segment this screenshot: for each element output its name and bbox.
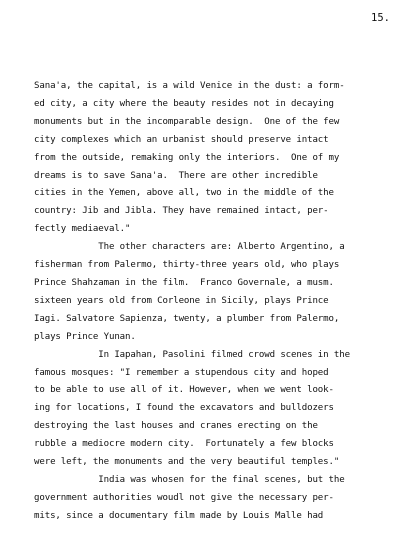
text-line: monuments but in the incomparable design. One of the few: [34, 116, 340, 127]
text-line: cities in the Yemen, above all, two in the middle of the: [34, 188, 334, 199]
text-line: ed city, a city where the beauty resides not in decaying: [34, 98, 334, 109]
text-line: In Iapahan, Pasolini filmed crowd scenes in the: [34, 349, 350, 360]
text-line: ing for locations, I found the excavators and bulldozers: [34, 403, 334, 414]
body-text: [34, 78, 404, 526]
text-line: plays Prince Yunan.: [34, 331, 136, 342]
text-line: government authorities woudl not give the necessary per-: [34, 492, 334, 503]
text-line: to be able to use all of it. However, when we went look-: [34, 385, 334, 396]
text-line: mits, since a documentary film made by Louis Malle had: [34, 510, 324, 521]
text-line: The other characters are: Alberto Argentino, a: [34, 242, 345, 253]
text-line: Prince Shahzaman in the film. Franco Governale, a musm.: [34, 277, 334, 288]
text-line: Sana'a, the capital, is a wild Venice in the dust: a form-: [34, 81, 345, 91]
text-line: fectly mediaeval.": [34, 224, 131, 235]
text-line: dreams is to save Sana'a. There are other incredible: [34, 170, 318, 181]
text-line: rubble a mediocre modern city. Fortunately a few blocks: [34, 439, 334, 450]
text-line: city complexes which an urbanist should preserve intact: [34, 134, 329, 145]
text-line: sixteen years old from Corleone in Sicily, plays Prince: [34, 295, 329, 306]
text-line: country: Jib and Jibla. They have remained intact, per-: [34, 206, 329, 217]
text-line: fisherman from Palermo, thirty-three years old, who plays: [34, 260, 340, 271]
text-line: famous mosques: "I remember a stupendous city and hoped: [34, 367, 329, 378]
text-line: India was whosen for the final scenes, but the: [34, 474, 345, 485]
text-line: destroying the last houses and cranes erecting on the: [34, 421, 318, 432]
page-number: 15.: [371, 12, 390, 24]
text-line: from the outside, remaking only the interiors. One of my: [34, 152, 340, 163]
text-line: Iagi. Salvatore Sapienza, twenty, a plumber from Palermo,: [34, 313, 340, 324]
text-line: were left, the monuments and the very beautiful temples.": [34, 457, 340, 468]
